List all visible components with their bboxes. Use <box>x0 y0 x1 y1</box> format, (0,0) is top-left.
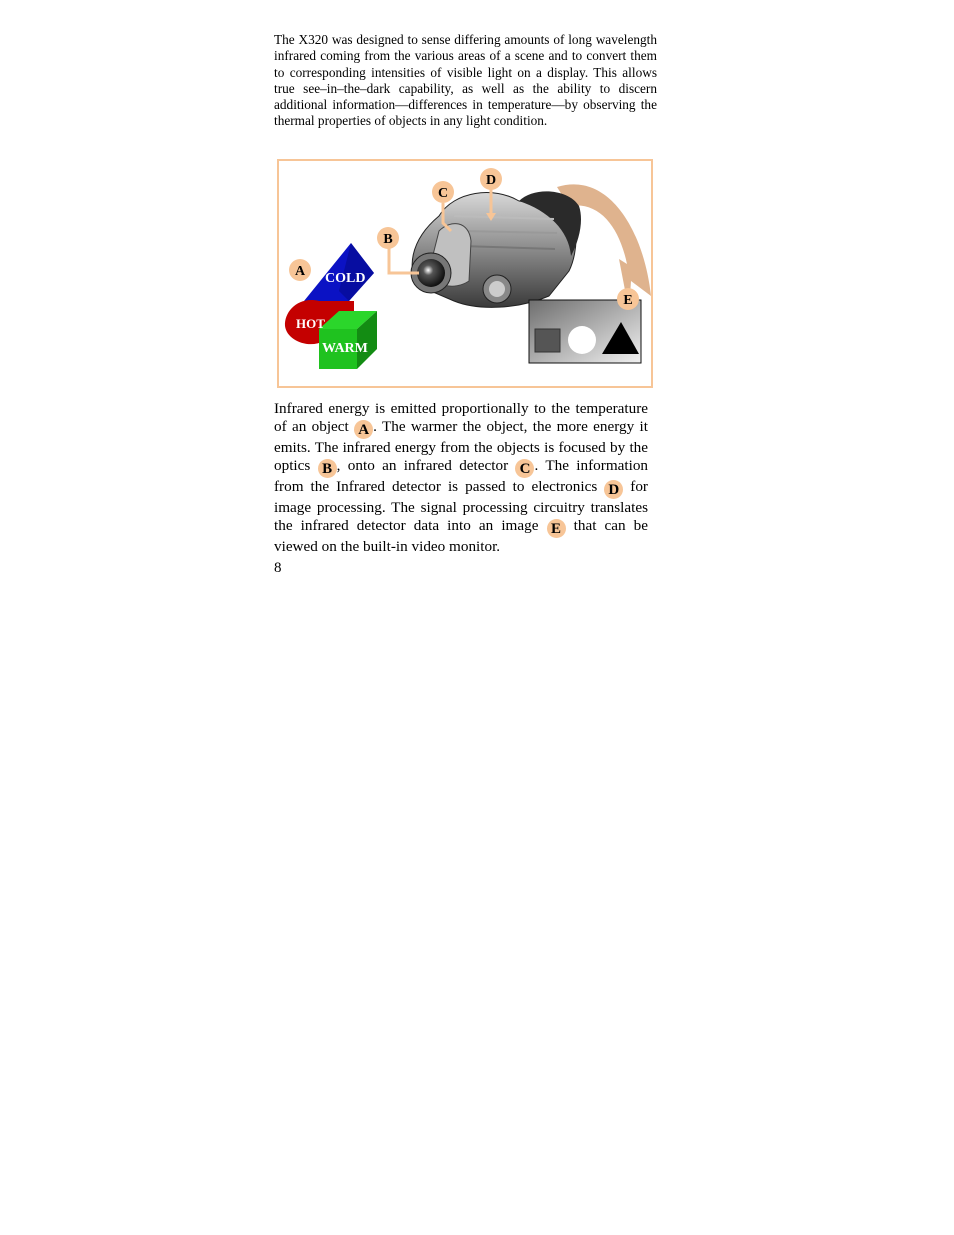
inline-marker-c: C <box>515 459 534 478</box>
svg-text:B: B <box>383 232 393 247</box>
marker-e <box>617 288 639 310</box>
explanation-part-3: , onto an infrared detector <box>336 457 509 474</box>
explanation-paragraph <box>274 400 648 556</box>
explanation-part-4: . The information from the Infrared detector is passed to electronics <box>274 457 649 495</box>
monitor-display-icon <box>529 300 641 363</box>
inline-marker-e: E <box>547 519 566 538</box>
inline-marker-a: A <box>354 420 373 439</box>
svg-text:A: A <box>294 264 306 279</box>
marker-b <box>377 227 399 249</box>
marker-c <box>432 181 454 203</box>
svg-text:D: D <box>485 173 497 188</box>
svg-text:E: E <box>623 293 633 308</box>
inline-marker-b: B <box>318 459 337 478</box>
explanation-part-1: Infrared energy is emitted proportionally to the temperature of an object <box>274 400 648 435</box>
svg-text:C: C <box>437 186 449 201</box>
cold-label: COLD <box>325 271 366 286</box>
intro-paragraph: The X320 was designed to sense differing amounts of long wavelength infrared coming from the various areas of a scene and to convert them to corresponding intensities of visible light on a display. This allows true see–in–the–dark capability, as well as the ability to discern additional information—differences in temperature—by observing the thermal properties of objects in any light condition. <box>274 32 657 129</box>
hot-label: HOT <box>296 316 325 331</box>
explanation-part-2: . The warmer the object, the more energy it emits. The infrared energy from the objects is focused by the optics <box>274 418 648 474</box>
infrared-diagram <box>277 159 653 388</box>
inline-marker-d: D <box>604 480 623 499</box>
explanation-part-5: for image processing. The signal processing circuitry translates the infrared detector data into an image <box>274 478 648 534</box>
warm-label: WARM <box>322 341 368 356</box>
page-number: 8 <box>274 560 282 576</box>
marker-d <box>480 168 502 190</box>
explanation-part-6: that can be viewed on the built-in video monitor. <box>274 517 649 555</box>
marker-a <box>289 259 311 281</box>
thermal-camera-icon <box>411 191 581 307</box>
